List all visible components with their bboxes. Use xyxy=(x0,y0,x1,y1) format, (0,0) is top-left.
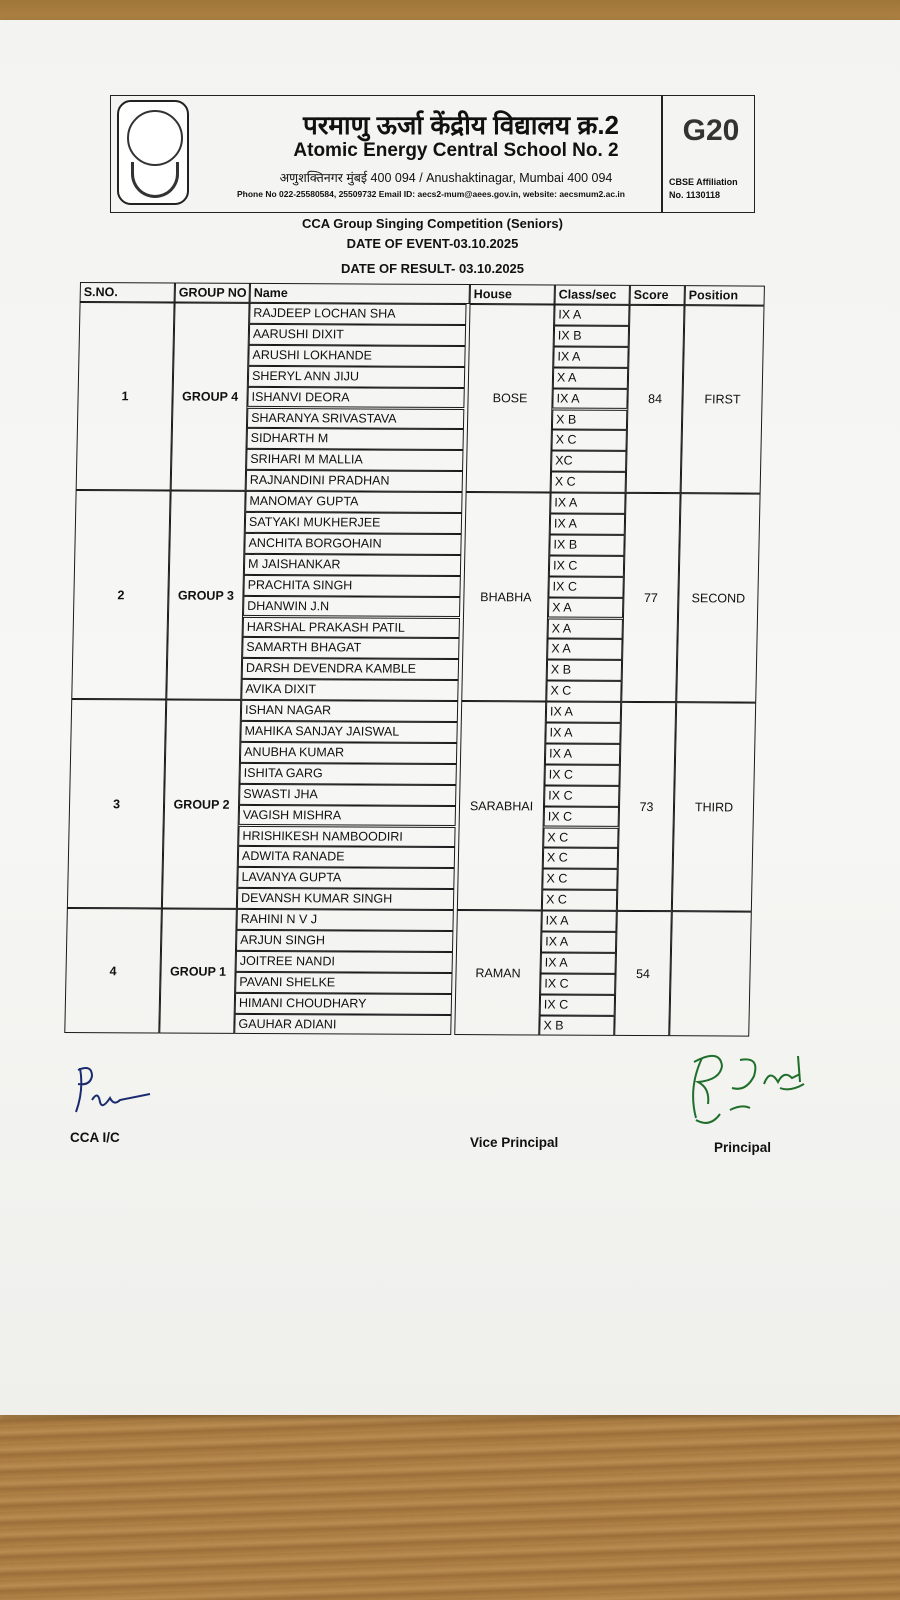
participant-name: ARJUN SINGH xyxy=(236,930,453,952)
participant-class: IX A xyxy=(554,304,629,325)
participant-class: IX A xyxy=(545,722,620,743)
participant-name: ISHAN NAGAR xyxy=(241,700,458,722)
event-title: CCA Group Singing Competition (Seniors) xyxy=(302,216,563,231)
school-contact: Phone No 022-25580584, 25509732 Email ID: aecs2-mum@aees.gov.in, website: aecsmum2.ac.in xyxy=(237,189,625,199)
participant-name: ARUSHI LOKHANDE xyxy=(248,345,465,367)
participant-name: ADWITA RANADE xyxy=(238,846,455,868)
serial-number: 2 xyxy=(71,490,170,699)
serial-number: 4 xyxy=(64,908,162,1034)
participant-name: PAVANI SHELKE xyxy=(235,972,452,994)
participant-class: X B xyxy=(547,660,622,681)
participant-name: HIMANI CHOUDHARY xyxy=(235,993,452,1015)
cca-incharge-label: CCA I/C xyxy=(70,1130,120,1145)
participant-class: IX A xyxy=(541,911,616,932)
participant-class: X A xyxy=(547,639,622,660)
participant-class: X A xyxy=(548,618,623,639)
group-score: 54 xyxy=(614,911,672,1037)
group-position xyxy=(669,911,752,1037)
participant-class: IX A xyxy=(552,388,627,409)
column-header: Class/sec xyxy=(555,284,630,304)
column-header: House xyxy=(470,284,555,304)
participant-class: X C xyxy=(542,869,617,890)
column-header: S.NO. xyxy=(80,282,175,302)
participant-name: SRIHARI M MALLIA xyxy=(246,449,463,471)
cca-signature-icon xyxy=(62,1060,162,1120)
participant-name: RAJNANDINI PRADHAN xyxy=(246,470,463,492)
group-number: GROUP 1 xyxy=(159,909,237,1035)
participant-class: IX C xyxy=(544,764,619,785)
participant-name: MAHIKA SANJAY JAISWAL xyxy=(240,721,457,743)
participant-class: IX C xyxy=(540,994,615,1015)
participant-class: X B xyxy=(552,409,627,430)
participant-name: HARSHAL PRAKASH PATIL xyxy=(243,616,460,638)
participant-name: SAMARTH BHAGAT xyxy=(242,637,459,659)
participant-name: RAJDEEP LOCHAN SHA xyxy=(249,303,466,325)
participant-class: IX A xyxy=(546,702,621,723)
column-header: Score xyxy=(630,285,685,305)
principal-label: Principal xyxy=(714,1140,772,1155)
participant-name: RAHINI N V J xyxy=(236,909,453,931)
participant-name: GAUHAR ADIANI xyxy=(234,1013,451,1035)
g20-logo-icon: G20 xyxy=(682,114,740,147)
cbse-affiliation xyxy=(669,176,754,202)
house-name: BOSE xyxy=(466,304,555,493)
participant-class: IX A xyxy=(553,346,628,367)
participant-name: SHARANYA SRIVASTAVA xyxy=(247,407,464,429)
participant-name: ANCHITA BORGOHAIN xyxy=(244,533,461,555)
participant-class: IX C xyxy=(549,555,624,576)
vice-principal-label: Vice Principal xyxy=(470,1135,559,1150)
participant-name: MANOMAY GUPTA xyxy=(245,491,462,513)
date-of-event: DATE OF EVENT-03.10.2025 xyxy=(346,236,519,251)
group-position: SECOND xyxy=(676,493,760,702)
house-name: SARABHAI xyxy=(457,701,546,910)
wooden-table-surface xyxy=(0,1410,900,1600)
participant-class: IX C xyxy=(540,973,615,994)
participant-name: VAGISH MISHRA xyxy=(239,804,456,826)
group-number: GROUP 3 xyxy=(166,491,245,700)
participant-name: HRISHIKESH NAMBOODIRI xyxy=(238,825,455,847)
house-name: RAMAN xyxy=(454,910,542,1036)
cbse-affiliation-label: CBSE Affiliation xyxy=(669,177,738,187)
participant-class: IX A xyxy=(541,931,616,952)
school-address: अणुशक्तिनगर मुंबई 400 094 / Anushaktinagar, Mumbai 400 094 xyxy=(279,171,613,185)
participant-class: X A xyxy=(553,367,628,388)
participant-class: IX B xyxy=(549,534,624,555)
serial-number: 1 xyxy=(76,302,175,491)
column-header: Position xyxy=(685,285,765,305)
participant-class: IX C xyxy=(544,785,619,806)
participant-name: ISHANVI DEORA xyxy=(247,386,464,408)
group-number: GROUP 2 xyxy=(162,700,241,909)
school-name-english: Atomic Energy Central School No. 2 xyxy=(293,140,619,161)
participant-name: SIDHARTH M xyxy=(247,428,464,450)
letterhead xyxy=(110,95,755,213)
participant-class: IX C xyxy=(544,806,619,827)
participant-name: ANUBHA KUMAR xyxy=(240,742,457,764)
participant-class: X A xyxy=(548,597,623,618)
school-name-hindi: परमाणु ऊर्जा केंद्रीय विद्यालय क्र.2 xyxy=(302,110,620,140)
participant-name: SWASTI JHA xyxy=(239,784,456,806)
participant-class: IX A xyxy=(550,493,625,514)
serial-number: 3 xyxy=(67,699,166,908)
participant-name: ISHITA GARG xyxy=(239,763,456,785)
participant-class: XC xyxy=(551,451,626,472)
participant-class: IX A xyxy=(545,743,620,764)
cbse-affiliation-number: No. 1130118 xyxy=(669,190,721,200)
date-of-result: DATE OF RESULT- 03.10.2025 xyxy=(340,261,525,276)
participant-name: AVIKA DIXIT xyxy=(241,679,458,701)
participant-class: IX B xyxy=(554,325,629,346)
group-score: 77 xyxy=(621,493,680,702)
participant-name: JOITREE NANDI xyxy=(236,951,453,973)
participant-name: LAVANYA GUPTA xyxy=(237,867,454,889)
principal-signature-icon xyxy=(680,1048,820,1138)
group-position: THIRD xyxy=(672,702,756,911)
house-name: BHABHA xyxy=(461,492,550,701)
participant-class: X C xyxy=(543,848,618,869)
group-number: GROUP 4 xyxy=(171,302,250,490)
column-header: GROUP NO xyxy=(175,282,250,302)
participant-class: X C xyxy=(551,430,626,451)
group-position: FIRST xyxy=(681,305,765,494)
participant-class: IX C xyxy=(548,576,623,597)
participant-name: AARUSHI DIXIT xyxy=(249,324,466,346)
participant-class: IX A xyxy=(541,952,616,973)
participant-class: X B xyxy=(539,1015,614,1036)
participant-name: PRACHITA SINGH xyxy=(243,575,460,597)
results-table xyxy=(64,282,780,1046)
participant-class: IX A xyxy=(550,513,625,534)
group-score: 73 xyxy=(617,702,676,911)
school-logo-icon xyxy=(117,100,189,205)
participant-class: X C xyxy=(542,890,617,911)
participant-class: X C xyxy=(551,472,626,493)
participant-name: DHANWIN J.N xyxy=(243,595,460,617)
participant-name: DARSH DEVENDRA KAMBLE xyxy=(242,658,459,680)
participant-class: X C xyxy=(546,681,621,702)
participant-name: SATYAKI MUKHERJEE xyxy=(245,512,462,534)
participant-class: X C xyxy=(543,827,618,848)
participant-name: M JAISHANKAR xyxy=(244,554,461,576)
column-header: Name xyxy=(250,283,470,304)
group-score: 84 xyxy=(626,305,685,493)
participant-name: DEVANSH KUMAR SINGH xyxy=(237,888,454,910)
participant-name: SHERYL ANN JIJU xyxy=(248,366,465,388)
